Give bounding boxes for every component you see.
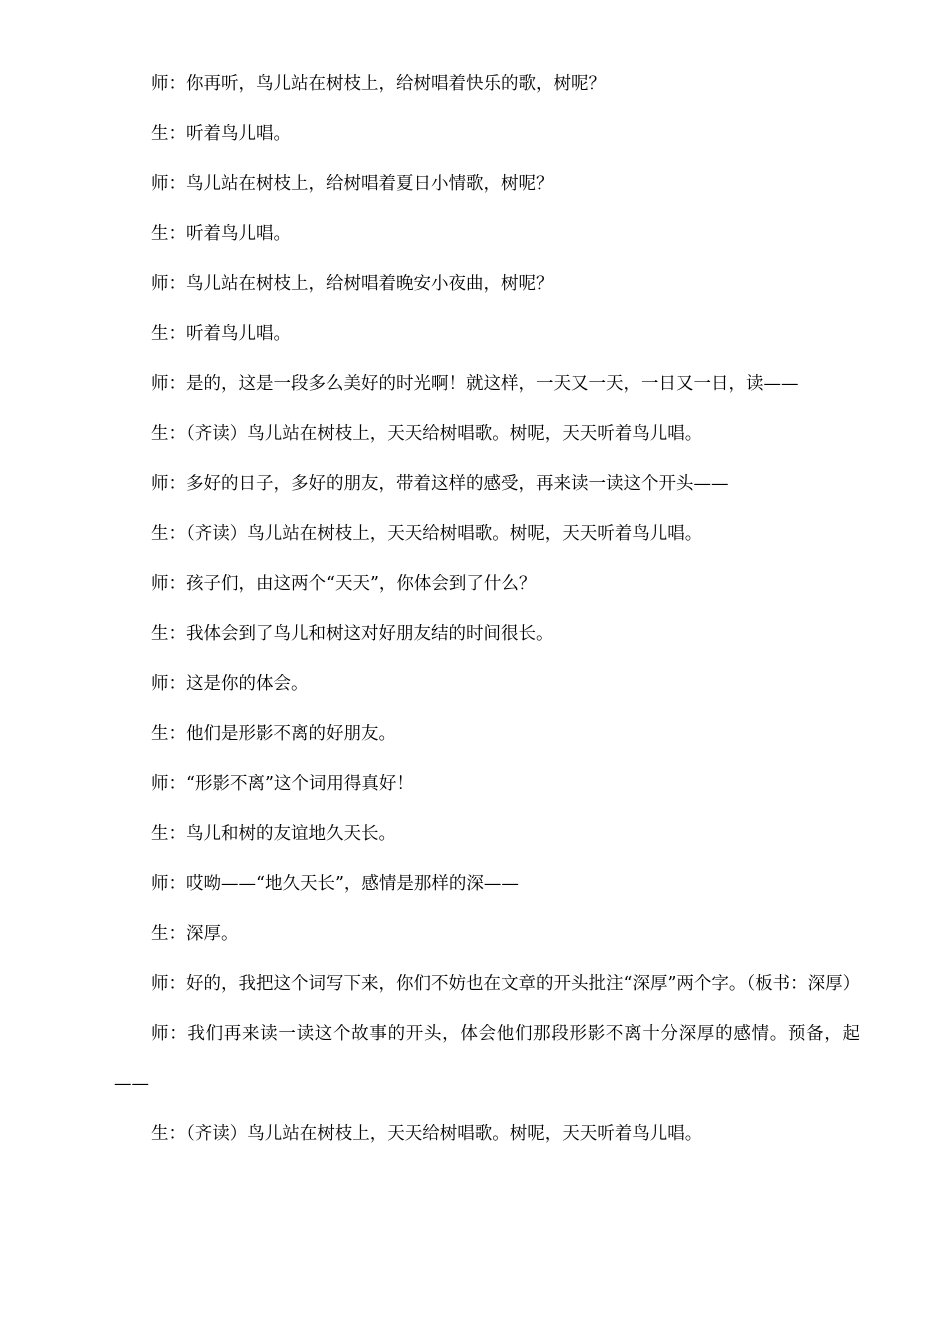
paragraph: 师：你再听，鸟儿站在树枝上，给树唱着快乐的歌，树呢？: [151, 74, 606, 94]
paragraph: 生：（齐读）鸟儿站在树枝上，天天给树唱歌。树呢，天天听着鸟儿唱。: [151, 1124, 703, 1144]
paragraph: 生：（齐读）鸟儿站在树枝上，天天给树唱歌。树呢，天天听着鸟儿唱。: [151, 424, 703, 444]
paragraph: 生：他们是形影不离的好朋友。: [151, 724, 396, 744]
paragraph: 生：听着鸟儿唱。: [151, 324, 291, 344]
paragraph: 师：鸟儿站在树枝上，给树唱着晚安小夜曲，树呢？: [151, 274, 554, 294]
paragraph: 师：好的，我把这个词写下来，你们不妨也在文章的开头批注“深厚”两个字。（板书：深厚）: [151, 974, 861, 994]
paragraph: 师：是的，这是一段多么美好的时光啊！就这样，一天又一天，一日又一日，读——: [151, 374, 799, 394]
paragraph: 师：我们再来读一读这个故事的开头，体会他们那段形影不离十分深厚的感情。预备，起——: [114, 1024, 860, 1094]
paragraph: 生：听着鸟儿唱。: [151, 124, 291, 144]
paragraph: 生：鸟儿和树的友谊地久天长。: [151, 824, 396, 844]
paragraph: 师：哎呦——“地久天长”，感情是那样的深——: [151, 874, 519, 894]
paragraph: 生：听着鸟儿唱。: [151, 224, 291, 244]
paragraph: 生：深厚。: [151, 924, 239, 944]
paragraph: 生：我体会到了鸟儿和树这对好朋友结的时间很长。: [151, 624, 554, 644]
paragraph: 生：（齐读）鸟儿站在树枝上，天天给树唱歌。树呢，天天听着鸟儿唱。: [151, 524, 703, 544]
paragraph: 师：孩子们，由这两个“天天”，你体会到了什么？: [151, 574, 537, 594]
paragraph: 师：多好的日子，多好的朋友，带着这样的感受，再来读一读这个开头——: [151, 474, 729, 494]
dialogue-text: [114, 59, 860, 1159]
paragraph: 师：“形影不离”这个词用得真好！: [151, 774, 414, 794]
paragraph: 师：鸟儿站在树枝上，给树唱着夏日小情歌，树呢？: [151, 174, 554, 194]
paragraph: 师：这是你的体会。: [151, 674, 309, 694]
